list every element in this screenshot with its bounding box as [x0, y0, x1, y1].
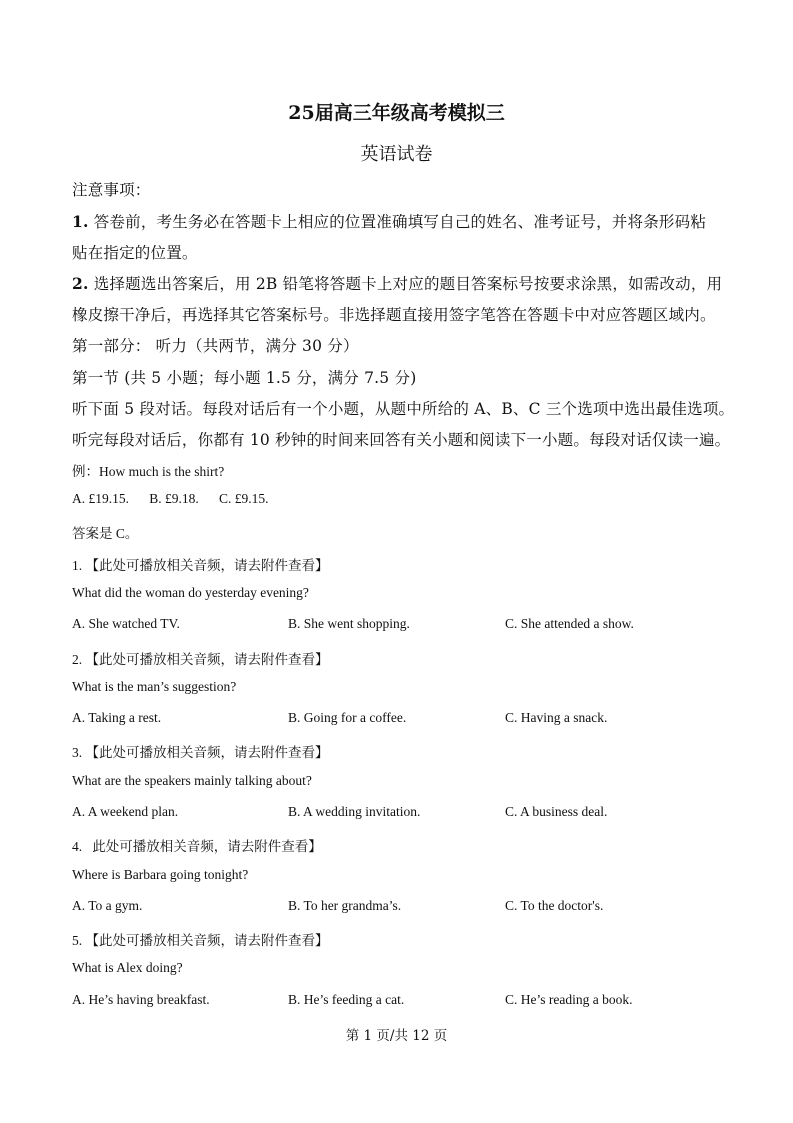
question-4-option-a: A. To a gym.: [72, 898, 143, 913]
notice-item-2-line-1: [72, 272, 722, 294]
question-1-option-b: B. She went shopping.: [288, 616, 410, 631]
question-2-option-b: B. Going for a coffee.: [288, 710, 407, 725]
notice-item-1-number: 1.: [72, 212, 89, 231]
question-3-audio-note: 3. 【此处可播放相关音频，请去附件查看】: [72, 745, 329, 760]
section-1-heading: 第一节 (共 5 小题；每小题 1.5 分，满分 7.5 分): [72, 369, 417, 387]
question-4-text: Where is Barbara going tonight?: [72, 867, 249, 882]
question-3-option-b: B. A wedding invitation.: [288, 804, 421, 819]
exam-title: 25届高三年级高考模拟三: [288, 102, 505, 124]
question-3-text: What are the speakers mainly talking about?: [72, 773, 312, 788]
question-2-option-a: A. Taking a rest.: [72, 710, 162, 725]
question-4-audio-note: 4. 此处可播放相关音频，请去附件查看】: [72, 839, 322, 854]
question-1-option-a: A. She watched TV.: [72, 616, 180, 631]
question-4-option-c: C. To the doctor's.: [505, 898, 604, 913]
question-2-text: What is the man’s suggestion?: [72, 679, 237, 694]
question-5-audio-note: 5. 【此处可播放相关音频，请去附件查看】: [72, 933, 329, 948]
question-3-option-a: A. A weekend plan.: [72, 804, 179, 819]
exam-subtitle: 英语试卷: [360, 144, 433, 165]
question-1-text: What did the woman do yesterday evening?: [72, 585, 309, 600]
part-1-heading: 第一部分： 听力（共两节，满分 30 分）: [72, 337, 359, 355]
question-5-option-b: B. He’s feeding a cat.: [288, 992, 405, 1007]
question-5-option-c: C. He’s reading a book.: [505, 992, 633, 1007]
example-options: A. £19.15. B. £9.18. C. £9.15.: [72, 491, 269, 506]
question-3-option-c: C. A business deal.: [505, 804, 608, 819]
notice-heading: 注意事项：: [72, 181, 151, 199]
instructions-line-2: 听完每段对话后，你都有 10 秒钟的时间来回答有关小题和阅读下一小题。每段对话仅读一遍。: [72, 431, 731, 449]
notice-item-2-text: 选择题选出答案后，用 2B 铅笔将答题卡上对应的题目答案标号按要求涂黑，如需改动，用: [93, 275, 723, 293]
question-1-option-c: C. She attended a show.: [505, 616, 634, 631]
question-5-text: What is Alex doing?: [72, 960, 183, 975]
question-4-option-b: B. To her grandma’s.: [288, 898, 402, 913]
instructions-line-1: 听下面 5 段对话。每段对话后有一个小题，从题中所给的 A、B、C 三个选项中选出最佳选项。: [72, 400, 735, 418]
question-1-audio-note: 1. 【此处可播放相关音频，请去附件查看】: [72, 558, 329, 573]
notice-item-1-text: 答卷前，考生务必在答题卡上相应的位置准确填写自己的姓名、准考证号，并将条形码粘: [93, 213, 707, 231]
page-number-footer: 第 1 页/共 12 页: [345, 1028, 448, 1044]
question-5-option-a: A. He’s having breakfast.: [72, 992, 210, 1007]
question-2-option-c: C. Having a snack.: [505, 710, 608, 725]
notice-item-1-line-1: [72, 210, 706, 232]
notice-item-2-line-2: 橡皮擦干净后，再选择其它答案标号。非选择题直接用签字笔答在答题卡中对应答题区域内。: [72, 306, 716, 324]
example-question: 例：How much is the shirt?: [72, 464, 225, 479]
question-2-audio-note: 2. 【此处可播放相关音频，请去附件查看】: [72, 652, 329, 667]
example-answer: 答案是 C。: [72, 526, 139, 541]
notice-item-1-line-2: 贴在指定的位置。: [72, 244, 198, 262]
notice-item-2-number: 2.: [72, 274, 89, 293]
